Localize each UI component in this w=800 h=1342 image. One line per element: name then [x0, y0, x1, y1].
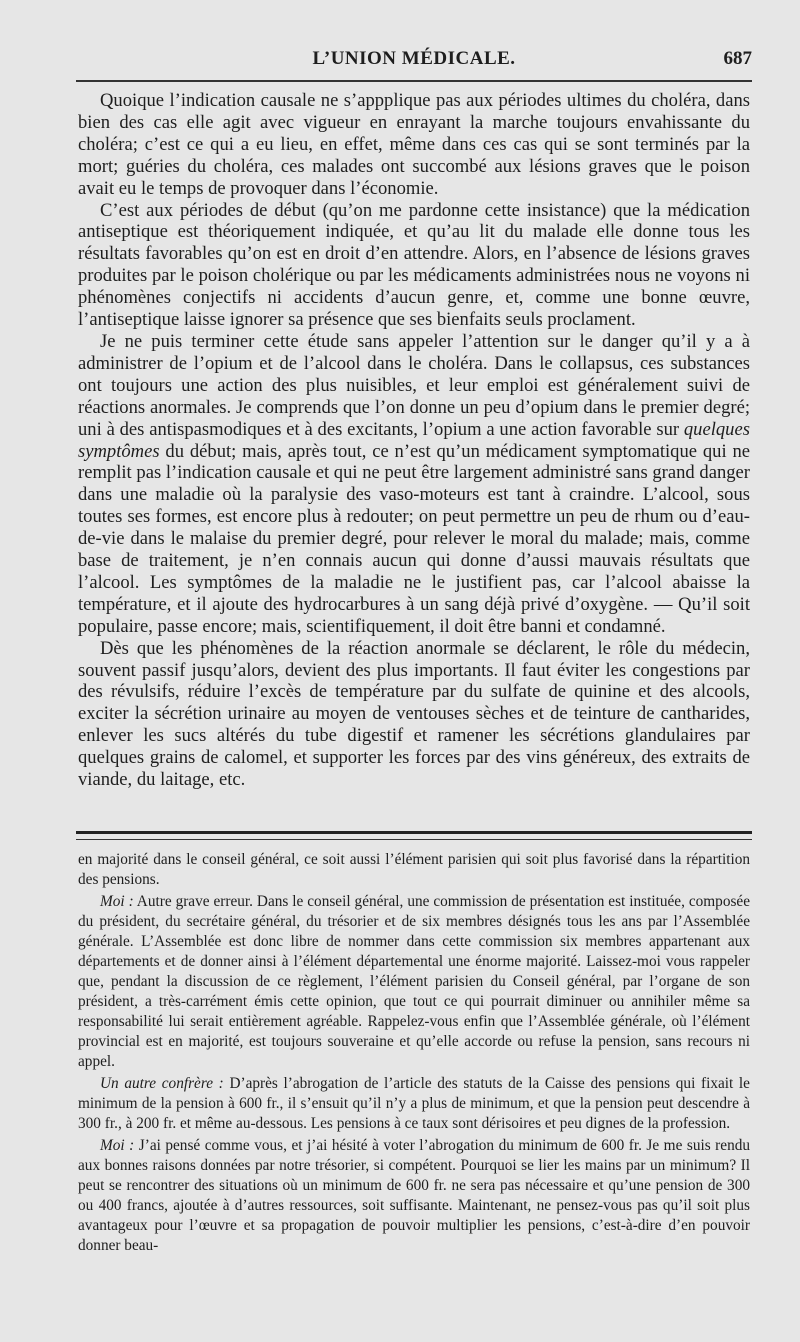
running-title: L’UNION MÉDICALE. — [312, 48, 516, 69]
footnote-entry — [78, 1136, 750, 1256]
paragraph-1: Quoique l’indication causale ne s’appplique pas aux périodes ultimes du choléra, dans bien des cas elle agit avec vigueur en enrayant la marche toujours envahissante du choléra; c’est ce qui a eu lieu, en effet, même dans ces cas qui se sont terminés par la mort; guéries du choléra, ces malades ont succombé aux lésions graves que le poison avait eu le temps de provoquer dans l’économie. — [78, 90, 750, 199]
speaker-label: Moi : — [100, 1137, 135, 1154]
paragraph-3-end: du début; mais, après tout, ce n’est qu’un médicament symptomatique qui ne remplit pas l’indication causale et qui ne peut être largement administré sans grand danger dans une maladie où la paralysie des vaso-moteurs est tant à craindre. L’alcool, sous toutes ses formes, est encore plus à redouter; on peut permettre un peu de rhum ou d’eau-de-vie dans le malaise du premier degré, pour relever le moral du malade; mais, comme base de traitement, je n’en connais aucun qui donne d’aussi mauvais résultats que l’alcool. Les symptômes de la maladie ne le justifient pas, car l’alcool abaisse la température, et il ajoute des hydrocarbures à un sang déjà privé d’oxygène. — Qu’il soit populaire, passe encore; mais, scientifiquement, il doit être banni et condamné. — [78, 440, 750, 637]
page-header — [76, 48, 752, 78]
footnote-continuation: en majorité dans le conseil général, ce soit aussi l’élément parisien qui soit plus favorisé dans la répartition des pensions. — [78, 851, 750, 888]
footnote-text — [78, 850, 750, 1258]
footnote-entry — [78, 1074, 750, 1134]
footnote-entry — [78, 892, 750, 1072]
italic-phrase: quelques symptômes — [78, 418, 750, 462]
paragraph-3-start: Je ne puis terminer cette étude sans appeler l’attention sur le danger qu’il y a à administrer de l’opium et de l’alcool dans le choléra. Dans le collapsus, ces substances ont toujours une action des plus nuisibles, et leur emploi est généralement suivi de réactions anormales. Je comprends que l’on donne un peu d’opium dans le premier degré; uni à des antispasmodiques et à des excitants, l’opium a une action favorable sur — [78, 330, 750, 440]
paragraph-3 — [78, 331, 750, 638]
paragraph-2: C’est aux périodes de début (qu’on me pardonne cette insistance) que la médication antiseptique est théoriquement indiquée, et qu’au lit du malade elle donne tous les résultats favorables qu’on est en droit d’en attendre. Alors, en l’absence de lésions graves produites par le poison cholérique ou par les médicaments administrées nous ne voyons ni phénomènes conjectifs ni accidents d’aucun genre, et, comme une bonne œuvre, l’antiseptique laisse ignorer sa présence que ses bienfaits seuls proclament. — [78, 199, 750, 331]
entry-text: J’ai pensé comme vous, et j’ai hésité à voter l’abrogation du minimum de 600 fr. Je me suis rendu aux bonnes raisons données par notre trésorier, si compétent. Pourquoi se lier les mains par un minimum? Il peut se rencontrer des situations où un minimum de 600 fr. ne sera pas nécessaire et qu’une pension de 300 ou 400 francs, ajoutée à d’autres ressources, soit suffisante. Maintenant, ne pensez-vous pas qu’il soit plus avantageux pour l’œuvre et sa propagation de pouvoir multiplier les pensions, c’est-à-dire d’en pouvoir donner beau- — [78, 1137, 751, 1254]
entry-text: Autre grave erreur. Dans le conseil général, une commission de présentation est instituée, composée du président, du secrétaire général, du trésorier et de six membres désignés tous les ans par l’Assemblée générale. L’Assemblée est donc libre de nommer dans cette commission six membres appartenant aux départements et de donner ainsi à l’élément départemental une énorme majorité. Laissez-moi vous rappeler que, pendant la discussion de ce règlement, l’élément parisien du Conseil général, par l’organe de son président, a très-carrément émis cette opinion, que tout ce qui pourrait diminuer ou annihiler même sa responsabilité lui serait entièrement agréable. Rappelez-vous enfin que l’Assemblée générale, où l’élément provincial est en majorité, est toujours souveraine et qu’elle accorde ou refuse la pension, sans recours ni appel. — [78, 893, 751, 1070]
header-rule — [76, 80, 752, 82]
entry-text: D’après l’abrogation de l’article des statuts de la Caisse des pensions qui fixait le minimum de la pension à 600 fr., il s’ensuit qu’il n’y a plus de minimum, et que la pension peut descendre à 300 fr., à 200 fr. et même au-dessous. Les pensions à ce taux sont dérisoires et peu dignes de la profession. — [78, 1075, 750, 1132]
paragraph-4: Dès que les phénomènes de la réaction anormale se déclarent, le rôle du médecin, souvent passif jusqu’alors, devient des plus importants. Il faut éviter les congestions par des révulsifs, réduire l’excès de température par du sulfate de quinine et des alcools, exciter la sécrétion urinaire au moyen de ventouses sèches et de teinture de cantharides, enlever les sucs altérés du tube digestif et ramener les sécrétions glandulaires par quelques grains de calomel, et supporter les forces par des vins généreux, des extraits de viande, du laitage, etc. — [78, 637, 750, 791]
main-text — [78, 90, 750, 791]
page-number: 687 — [723, 48, 752, 69]
speaker-label: Moi : — [100, 893, 134, 910]
footnote-rule-thin — [76, 839, 752, 840]
speaker-label: Un autre confrère : — [100, 1075, 224, 1092]
footnote-rule-thick — [76, 831, 752, 834]
